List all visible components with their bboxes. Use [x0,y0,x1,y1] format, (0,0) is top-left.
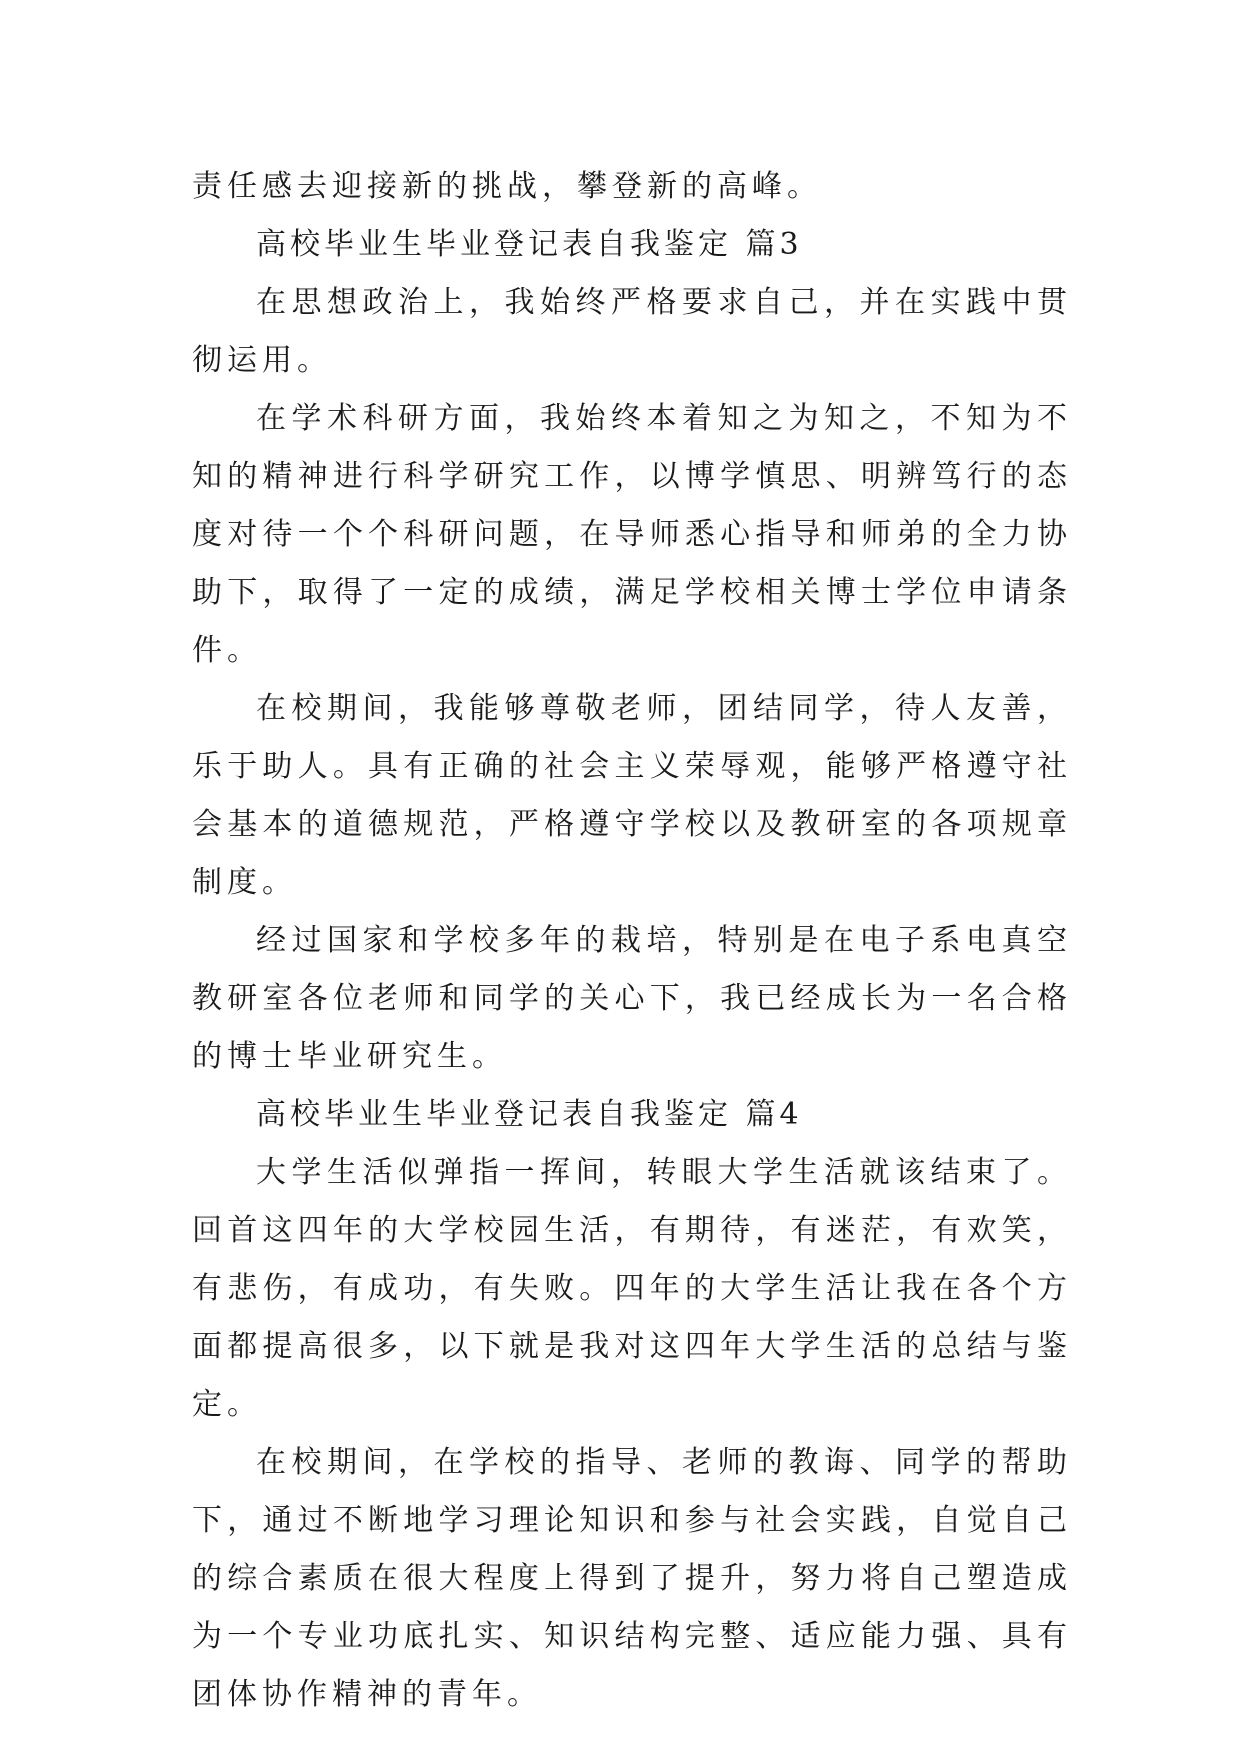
paragraph-university-life: 大学生活似弹指一挥间，转眼大学生活就该结束了。回首这四年的大学校园生活，有期待，有迷茫，有欢笑，有悲伤，有成功，有失败。四年的大学生活让我在各个方面都提高很多，以下就是我对这四年大学生活的总结与鉴定。 [192,1155,1072,1422]
section-heading-3: 高校毕业生毕业登记表自我鉴定 篇3 [256,227,803,262]
paragraph-research: 在学术科研方面，我始终本着知之为知之，不知为不知的精神进行科学研究工作，以博学慎思、明辨笃行的态度对待一个个科研问题，在导师悉心指导和师弟的全力协助下，取得了一定的成绩，满足学校相关博士学位申请条件。 [192,401,1072,668]
document-body [192,158,1072,1724]
paragraph-school-period: 在校期间，在学校的指导、老师的教诲、同学的帮助下，通过不断地学习理论知识和参与社会实践，自觉自己的综合素质在很大程度上得到了提升，努力将自己塑造成为一个专业功底扎实、知识结构完整、适应能力强、具有团体协作精神的青年。 [192,1445,1072,1712]
paragraph-political: 在思想政治上，我始终严格要求自己，并在实践中贯彻运用。 [192,285,1072,378]
section-heading-4: 高校毕业生毕业登记表自我鉴定 篇4 [256,1097,803,1132]
paragraph-continuation: 责任感去迎接新的挑战，攀登新的高峰。 [192,169,822,204]
paragraph-growth: 经过国家和学校多年的栽培，特别是在电子系电真空教研室各位老师和同学的关心下，我已经成长为一名合格的博士毕业研究生。 [192,923,1072,1074]
paragraph-conduct: 在校期间，我能够尊敬老师，团结同学，待人友善，乐于助人。具有正确的社会主义荣辱观，能够严格遵守社会基本的道德规范，严格遵守学校以及教研室的各项规章制度。 [192,691,1072,900]
